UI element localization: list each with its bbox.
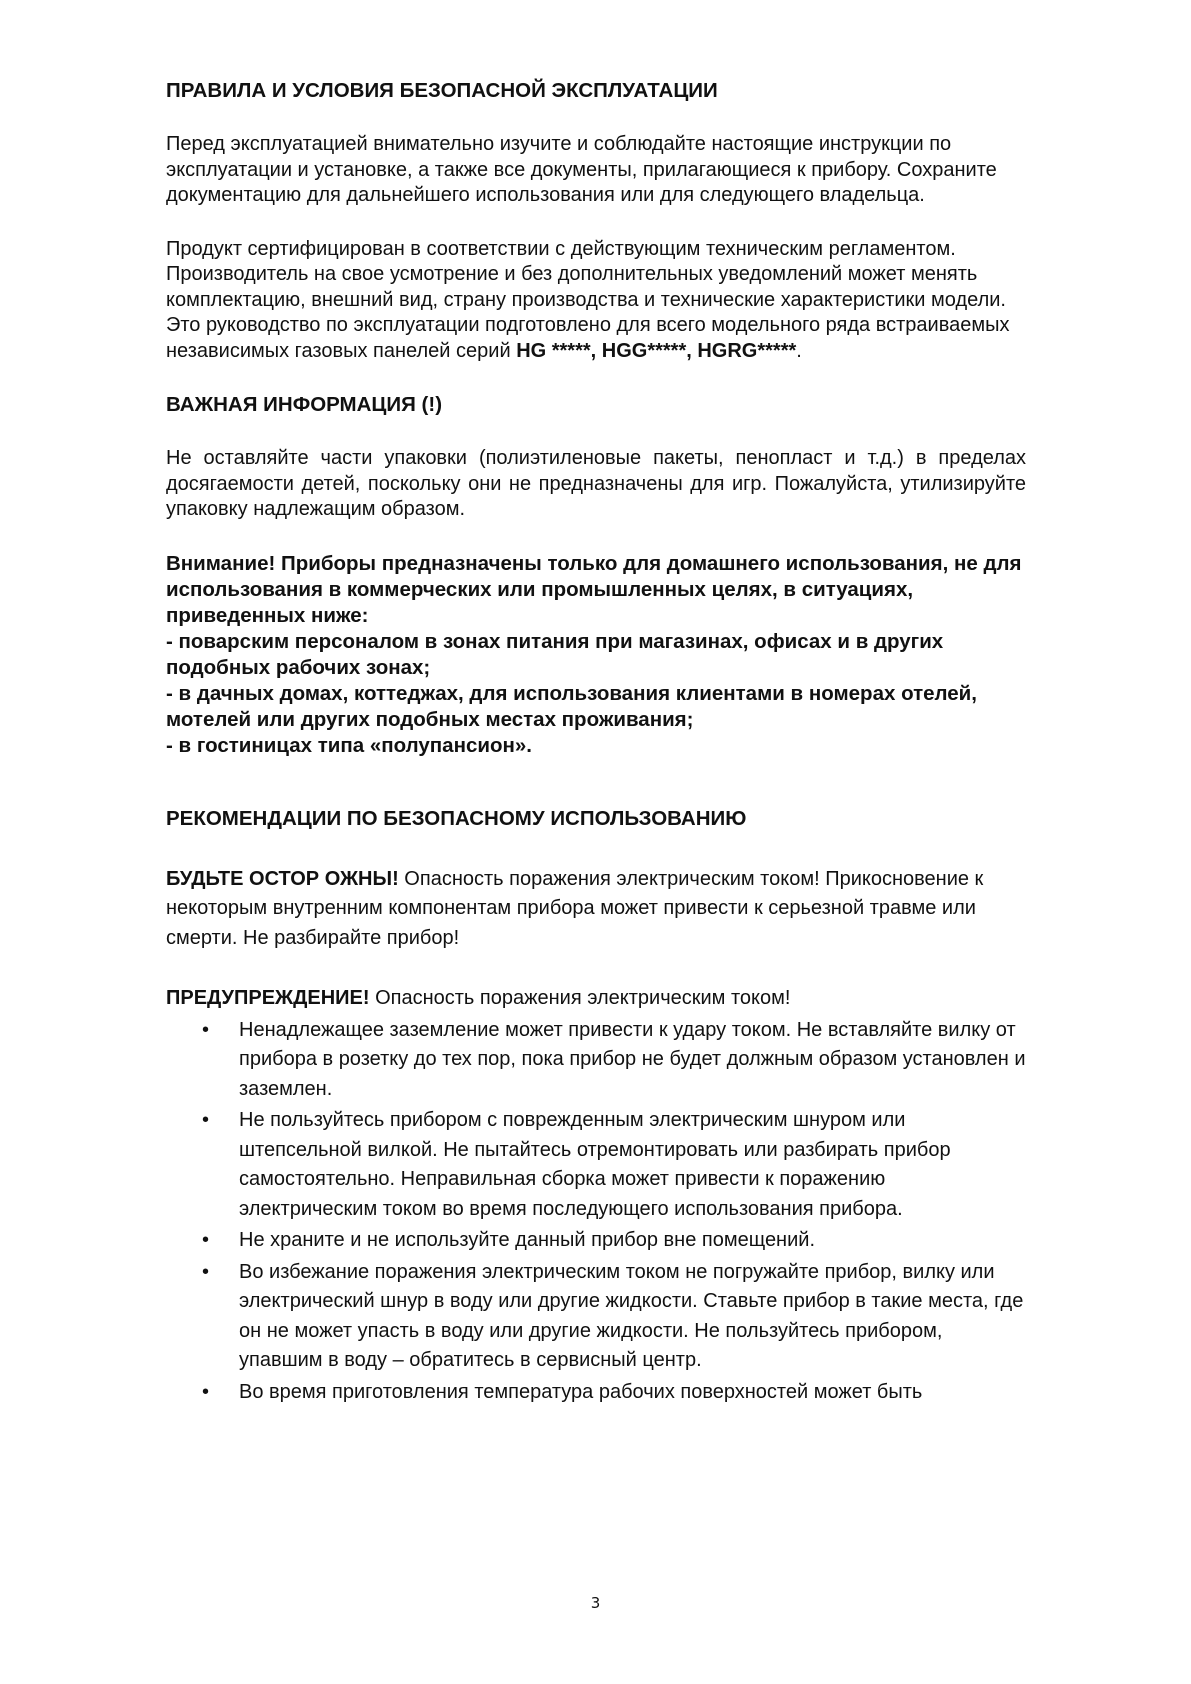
packaging-paragraph: Не оставляйте части упаковки (полиэтиленовые пакеты, пенопласт и т.д.) в пределах досягаемости детей, поскольку они не предназначены для игр. Пожалуйста, утилизируйте упаковку надлежащим образом.	[166, 447, 1026, 520]
page-content	[166, 78, 1026, 1409]
warning-text: Опасность поражения электрическим током!	[369, 987, 791, 1009]
list-item	[166, 1226, 1026, 1256]
manual-prefix: Это руководство по эксплуатации подготовлено для всего модельного ряда встраиваемых независимых газовых панелей серий	[166, 314, 1010, 362]
manual-paragraph	[166, 313, 1026, 364]
bullet-icon: •	[202, 1260, 210, 1283]
manual-suffix: .	[796, 339, 802, 362]
list-item-text: Во избежание поражения электрическим током не погружайте прибор, вилку или электрический шнур в воду или другие жидкости. Ставьте прибор в такие места, где он не может упасть в воду или другие жидкости. Не пользуйтесь прибором, упавшим в воду – обратитесь в сервисный центр.	[239, 1260, 1024, 1371]
page-number: 3	[590, 1594, 601, 1612]
warning-line: - в дачных домах, коттеджах, для использования клиентами в номерах отелей, мотелей или других подобных местах проживания;	[166, 681, 977, 731]
model-series: HG *****, HGG*****, HGRG*****	[516, 339, 797, 362]
list-item-text: Во время приготовления температура рабочих поверхностей может быть	[239, 1380, 923, 1403]
warning-line: - в гостиницах типа «полупансион».	[166, 733, 532, 757]
bullet-icon: •	[202, 1380, 210, 1403]
careful-label: БУДЬТЕ ОСТОР ОЖНЫ!	[166, 867, 399, 890]
section-title-important-info: ВАЖНАЯ ИНФОРМАЦИЯ (!)	[166, 393, 443, 416]
list-item-text: Не пользуйтесь прибором с поврежденным электрическим шнуром или штепсельной вилкой. Не пытайтесь отремонтировать или разбирать прибор самостоятельно. Неправильная сборка может привести к поражению электрическим током во время последующего использования прибора.	[239, 1109, 951, 1220]
warning-paragraph	[166, 986, 1026, 1012]
list-item	[166, 1378, 1026, 1408]
list-item	[166, 1106, 1026, 1224]
intro-paragraph: Перед эксплуатацией внимательно изучите и соблюдайте настоящие инструкции по эксплуатации и установке, а также все документы, прилагающиеся к прибору. Сохраните документацию для дальнейшего использования или для следующего владельца.	[166, 133, 997, 206]
careful-paragraph	[166, 865, 1026, 954]
list-item-text: Ненадлежащее заземление может привести к удару током. Не вставляйте вилку от прибора в розетку до тех пор, пока прибор не будет должным образом установлен и заземлен.	[239, 1018, 1026, 1100]
list-item	[166, 1258, 1026, 1376]
section-title-safe-use: РЕКОМЕНДАЦИИ ПО БЕЗОПАСНОМУ ИСПОЛЬЗОВАНИЮ	[166, 806, 747, 830]
list-item	[166, 1016, 1026, 1105]
bullet-icon: •	[202, 1109, 210, 1131]
bullet-icon: •	[202, 1229, 210, 1251]
warning-label: ПРЕДУПРЕЖДЕНИЕ!	[166, 987, 370, 1009]
warning-line: - поварским персоналом в зонах питания при магазинах, офисах и в других подобных рабочих зонах;	[166, 629, 944, 679]
list-item-text: Не храните и не используйте данный прибор вне помещений.	[239, 1229, 816, 1251]
warning-line: Внимание! Приборы предназначены только для домашнего использования, не для использования в коммерческих или промышленных целях, в ситуациях, приведенных ниже:	[166, 551, 1022, 627]
manufacturer-paragraph: Производитель на свое усмотрение и без дополнительных уведомлений может менять комплектацию, внешний вид, страну производства и технические характеристики модели.	[166, 263, 1006, 311]
household-use-warning	[166, 551, 1026, 759]
certification-block	[166, 237, 1026, 365]
careful-text: Опасность поражения электрическим током! Прикосновение к некоторым внутренним компонентам прибора может привести к серьезной травме или смерти. Не разбирайте прибор!	[166, 867, 984, 949]
certified-paragraph: Продукт сертифицирован в соответствии с действующим техническим регламентом.	[166, 237, 956, 260]
safety-bullet-list	[166, 1016, 1026, 1408]
bullet-icon: •	[202, 1018, 210, 1041]
section-title-safe-operation: ПРАВИЛА И УСЛОВИЯ БЕЗОПАСНОЙ ЭКСПЛУАТАЦИИ	[166, 79, 718, 102]
